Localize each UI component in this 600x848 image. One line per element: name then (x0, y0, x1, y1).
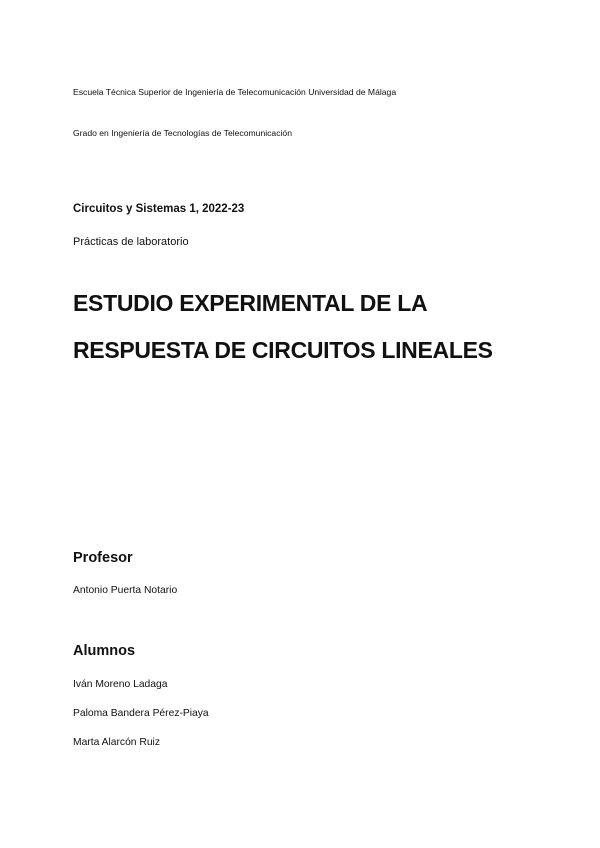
degree-name: Grado en Ingeniería de Tecnologías de Telecomunicación (73, 128, 292, 138)
institution-name: Escuela Técnica Superior de Ingeniería de Telecomunicación Universidad de Málaga (73, 87, 397, 97)
course-name: Circuitos y Sistemas 1, 2022-23 (73, 203, 245, 215)
professor-heading: Profesor (73, 550, 133, 566)
course-type: Prácticas de laboratorio (73, 236, 189, 248)
professor-name: Antonio Puerta Notario (73, 585, 178, 596)
student-name-3: Marta Alarcón Ruiz (73, 737, 160, 748)
students-heading: Alumnos (73, 643, 136, 659)
student-name-1: Iván Moreno Ladaga (73, 679, 168, 690)
document-title (73, 280, 543, 374)
document-title-line-1: ESTUDIO EXPERIMENTAL DE LA (73, 290, 428, 316)
student-name-2: Paloma Bandera Pérez-Piaya (73, 708, 209, 719)
document-title-line-2: RESPUESTA DE CIRCUITOS LINEALES (73, 337, 493, 363)
